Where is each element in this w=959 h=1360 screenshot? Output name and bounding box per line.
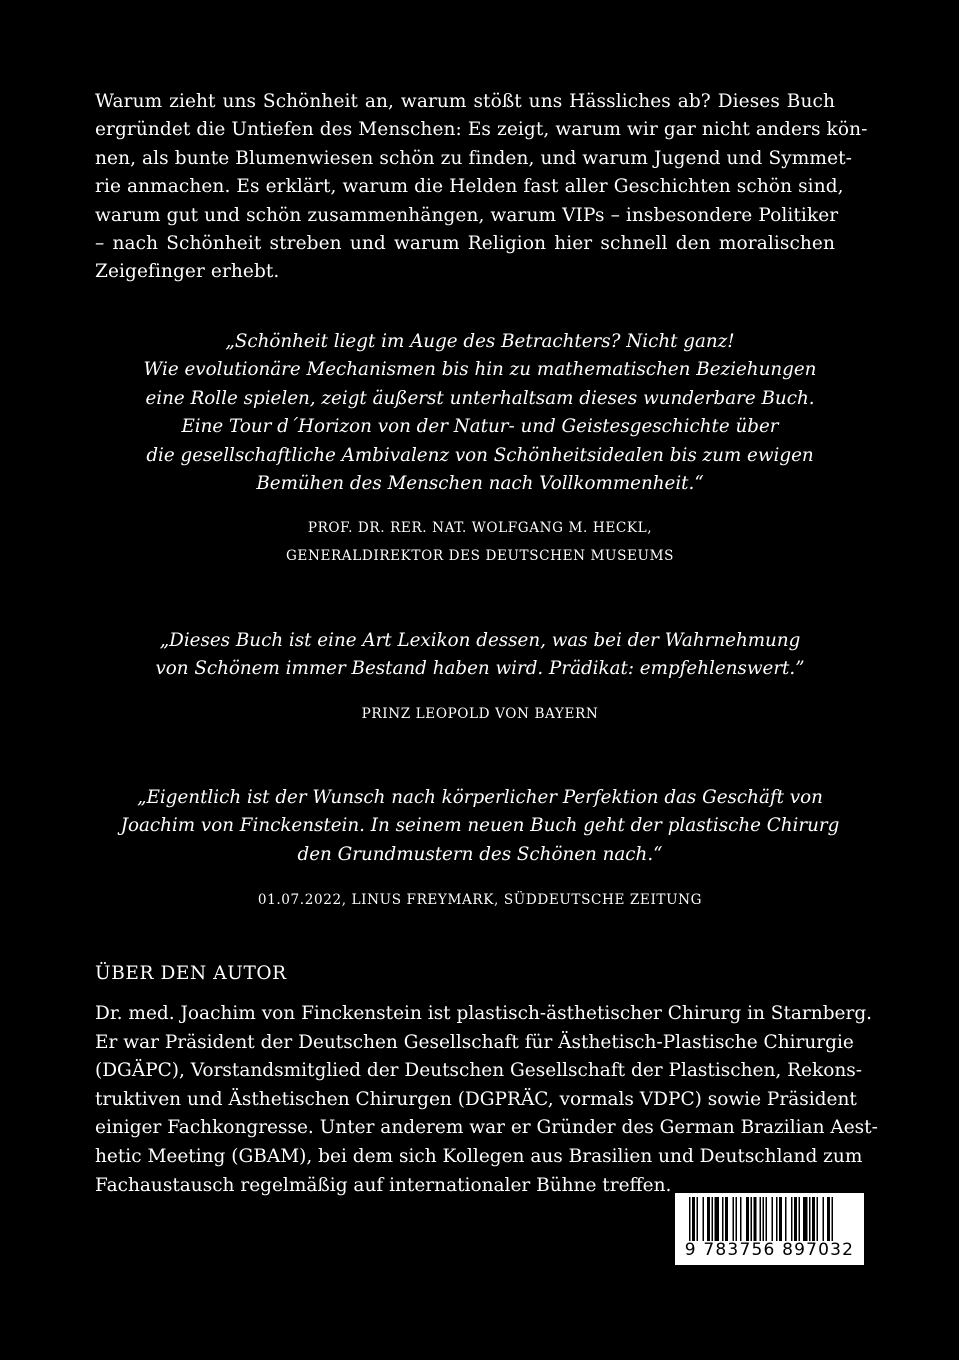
quote-line: Bemühen des Menschen nach Vollkommenheit.“ bbox=[256, 473, 704, 495]
quote-line: den Grundmustern des Schönen nach.“ bbox=[297, 843, 663, 865]
author-line: einiger Fachkongresse. Unter anderem war er Gründer des German Brazilian Aest- bbox=[95, 1117, 878, 1139]
review-quote-leopold bbox=[60, 627, 900, 684]
barcode-bar bbox=[772, 1197, 774, 1241]
author-line: Dr. med. Joachim von Finckenstein ist plastisch-ästhetischer Chirurg in Starnberg. bbox=[95, 1003, 873, 1024]
intro-line: nen, als bunte Blumenwiesen schön zu finden, und warum Jugend und Symmet- bbox=[95, 147, 853, 169]
barcode-bar bbox=[733, 1197, 735, 1241]
quote-line: von Schönem immer Bestand haben wird. Prädikat: empfehlenswert.” bbox=[155, 658, 805, 680]
intro-paragraph bbox=[95, 88, 868, 287]
isbn-barcode bbox=[675, 1193, 864, 1265]
review-quote-heckl bbox=[60, 328, 900, 498]
barcode-bar bbox=[812, 1197, 815, 1241]
quote-line: eine Rolle spielen, zeigt äußerst unterhaltsam dieses wunderbare Buch. bbox=[145, 387, 815, 409]
attribution-line: PROF. DR. RER. NAT. WOLFGANG M. HECKL, bbox=[307, 520, 653, 536]
barcode-bar bbox=[707, 1197, 710, 1241]
barcode-bar bbox=[827, 1197, 830, 1241]
author-line: hetic Meeting (GBAM), bei dem sich Kollegen aus Brasilien und Deutschland zum bbox=[95, 1145, 863, 1167]
quote-attribution-leopold bbox=[60, 700, 900, 728]
barcode-bar bbox=[766, 1197, 768, 1241]
barcode-bar bbox=[776, 1197, 778, 1241]
barcode-bar bbox=[799, 1197, 801, 1241]
barcode-bar bbox=[817, 1197, 819, 1241]
intro-line: Warum zieht uns Schönheit an, warum stößt uns Hässliches ab? Dieses Buch bbox=[95, 91, 835, 112]
author-line: truktiven und Ästhetischen Chirurgen (DGPRÄC, vormals VDPC) sowie Präsident bbox=[95, 1088, 857, 1110]
barcode-bar bbox=[823, 1197, 825, 1241]
barcode-bar bbox=[832, 1197, 834, 1241]
quote-line: Joachim von Finckenstein. In seinem neuen Buch geht der plastische Chirurg bbox=[120, 815, 840, 837]
barcode-bar bbox=[725, 1197, 728, 1241]
barcode-bar bbox=[703, 1197, 705, 1241]
barcode-bar bbox=[751, 1197, 753, 1241]
quote-attribution-heckl bbox=[60, 514, 900, 570]
quote-line: Eine Tour d´Horizon von der Natur- und Geistesgeschichte über bbox=[181, 416, 779, 438]
attribution-line: 01.07.2022, LINUS FREYMARK, SÜDDEUTSCHE ZEITUNG bbox=[257, 892, 703, 908]
attribution-line: GENERALDIREKTOR DES DEUTSCHEN MUSEUMS bbox=[285, 548, 675, 564]
author-bio bbox=[95, 1000, 878, 1200]
barcode-bar bbox=[785, 1197, 787, 1241]
barcode-bar bbox=[791, 1197, 793, 1241]
barcode-bars-icon bbox=[675, 1193, 864, 1243]
attribution-line: PRINZ LEOPOLD VON BAYERN bbox=[361, 706, 599, 722]
review-quote-sz bbox=[60, 784, 900, 869]
author-line: (DGÄPC), Vorstandsmitglied der Deutschen Gesellschaft der Plastischen, Rekons- bbox=[95, 1060, 863, 1082]
intro-line: ergründet die Untiefen des Menschen: Es zeigt, warum wir gar nicht anders kön- bbox=[95, 119, 868, 141]
barcode-bar bbox=[803, 1197, 808, 1241]
quote-line: „Eigentlich ist der Wunsch nach körperlicher Perfektion das Geschäft von bbox=[137, 787, 823, 808]
barcode-bar bbox=[794, 1197, 797, 1241]
quote-attribution-sz bbox=[60, 886, 900, 914]
author-heading: ÜBER DEN AUTOR bbox=[95, 963, 287, 984]
barcode-bar bbox=[740, 1197, 742, 1241]
intro-line: Zeigefinger erhebt. bbox=[95, 261, 280, 283]
barcode-bar bbox=[736, 1197, 738, 1241]
barcode-bar bbox=[722, 1197, 724, 1241]
quote-line: die gesellschaftliche Ambivalenz von Schönheitsidealen bis zum ewigen bbox=[146, 444, 814, 466]
barcode-bar bbox=[692, 1197, 695, 1241]
barcode-bar bbox=[760, 1197, 762, 1241]
barcode-bar bbox=[712, 1197, 714, 1241]
quote-line: „Dieses Buch ist eine Art Lexikon dessen, was bei der Wahrnehmung bbox=[159, 630, 801, 651]
author-line: Er war Präsident der Deutschen Gesellschaft für Ästhetisch-Plastische Chirurgie bbox=[95, 1031, 854, 1053]
barcode-bar bbox=[779, 1197, 782, 1241]
quote-line: „Schönheit liegt im Auge des Betrachters? Nicht ganz! bbox=[225, 331, 735, 352]
author-line: Fachaustausch regelmäßig auf internationaler Bühne treffen. bbox=[95, 1174, 672, 1196]
intro-line: warum gut und schön zusammenhängen, warum VIPs – insbesondere Politiker bbox=[95, 204, 839, 226]
barcode-bar bbox=[763, 1197, 765, 1241]
quote-line: Wie evolutionäre Mechanismen bis hin zu mathematischen Beziehungen bbox=[143, 359, 817, 381]
barcode-bar bbox=[715, 1197, 720, 1241]
isbn-digits: 9 783756 897032 bbox=[684, 1240, 855, 1260]
barcode-bar bbox=[746, 1197, 749, 1241]
barcode-bar bbox=[754, 1197, 757, 1241]
barcode-bar bbox=[809, 1197, 811, 1241]
barcode-bar bbox=[689, 1197, 691, 1241]
intro-line: – nach Schönheit streben und warum Religion hier schnell den moralischen bbox=[95, 233, 835, 255]
intro-line: rie anmachen. Es erklärt, warum die Helden fast aller Geschichten schön sind, bbox=[95, 176, 844, 198]
barcode-bar bbox=[697, 1197, 699, 1241]
